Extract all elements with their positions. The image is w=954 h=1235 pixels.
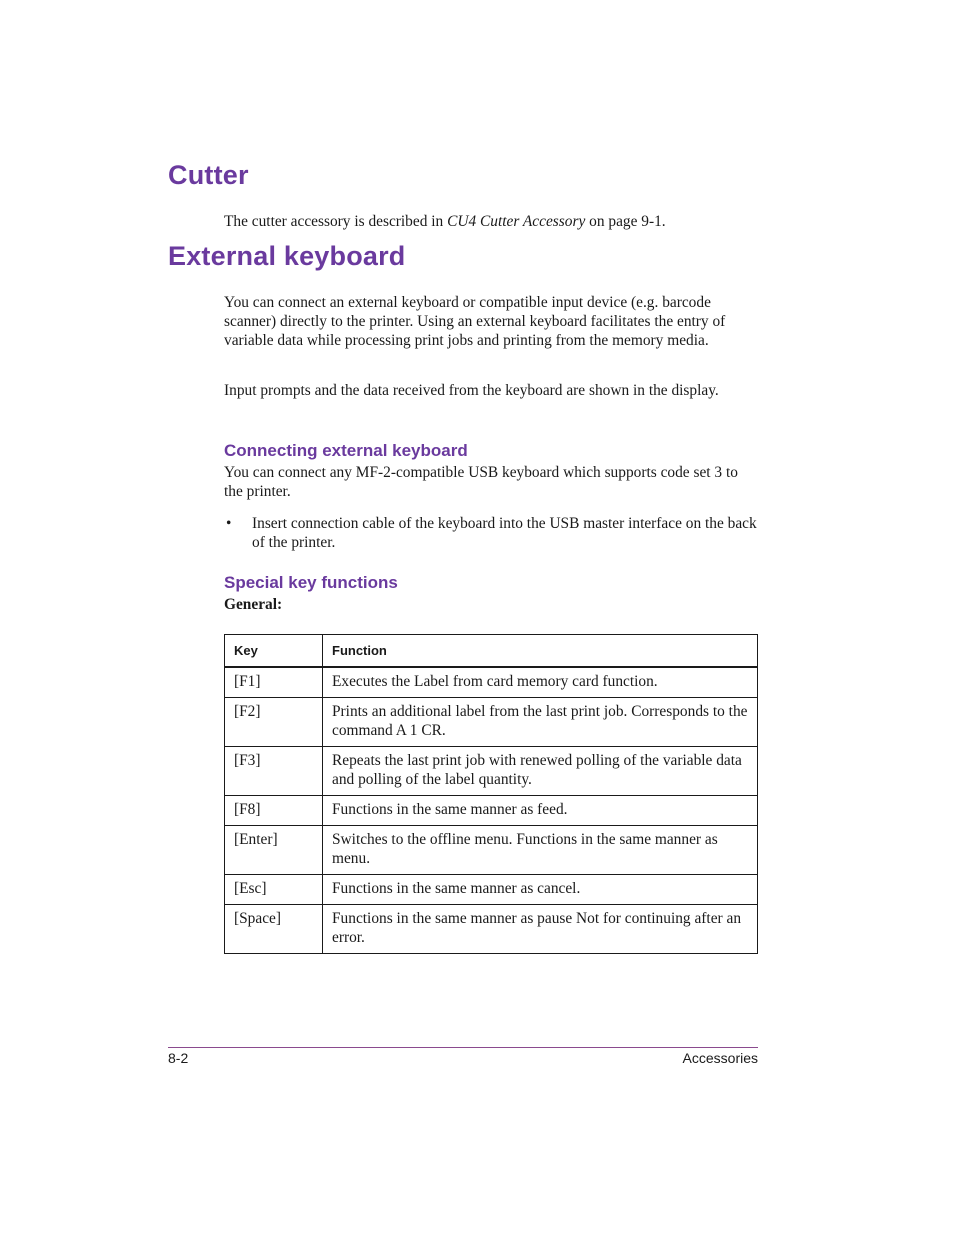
- key-cell: [Space]: [225, 905, 323, 954]
- special-keys-table: [224, 634, 758, 954]
- header-key: Key: [225, 635, 323, 668]
- connecting-paragraph: You can connect any MF-2-compatible USB keyboard which supports code set 3 to the printer.: [224, 464, 738, 500]
- cutter-paragraph: [224, 212, 758, 231]
- function-cell: Switches to the offline menu. Functions in the same manner as menu.: [323, 826, 758, 875]
- heading-cutter: Cutter: [168, 160, 249, 190]
- bullet-text: Insert connection cable of the keyboard into the USB master interface on the back of the printer.: [252, 515, 757, 551]
- table-row: [225, 747, 758, 796]
- table-row: [225, 667, 758, 698]
- cutter-reference: CU4 Cutter Accessory: [447, 213, 586, 230]
- table-row: [225, 905, 758, 954]
- function-cell: Functions in the same manner as cancel.: [323, 875, 758, 905]
- cutter-text-after: on page 9-1.: [585, 213, 666, 230]
- footer-divider: [168, 1047, 758, 1048]
- function-cell: Functions in the same manner as pause Not for continuing after an error.: [323, 905, 758, 954]
- heading-connecting-keyboard: Connecting external keyboard: [224, 441, 468, 460]
- header-function: Function: [323, 635, 758, 668]
- keyboard-intro-paragraph: You can connect an external keyboard or compatible input device (e.g. barcode scanner) directly to the printer. Using an external keyboard facilitates the entry of variable data while processing print jobs and printing from the memory media.: [224, 294, 726, 349]
- chapter-title: Accessories: [682, 1050, 758, 1066]
- function-cell: Prints an additional label from the last print job. Corresponds to the command A 1 CR.: [323, 698, 758, 747]
- key-cell: [F3]: [225, 747, 323, 796]
- key-cell: [Esc]: [225, 875, 323, 905]
- general-label: General:: [224, 596, 283, 613]
- page-number: 8-2: [168, 1050, 189, 1066]
- heading-external-keyboard: External keyboard: [168, 241, 406, 271]
- key-cell: [F1]: [225, 667, 323, 698]
- table-row: [225, 875, 758, 905]
- table-row: [225, 698, 758, 747]
- key-cell: [Enter]: [225, 826, 323, 875]
- table-row: [225, 826, 758, 875]
- function-cell: Repeats the last print job with renewed polling of the variable data and polling of the label quantity.: [323, 747, 758, 796]
- keyboard-display-paragraph: Input prompts and the data received from the keyboard are shown in the display.: [224, 382, 719, 399]
- cutter-text-before: The cutter accessory is described in: [224, 213, 448, 230]
- key-cell: [F2]: [225, 698, 323, 747]
- table-row: [225, 796, 758, 826]
- function-cell: Functions in the same manner as feed.: [323, 796, 758, 826]
- key-cell: [F8]: [225, 796, 323, 826]
- function-cell: Executes the Label from card memory card function.: [323, 667, 758, 698]
- table-header-row: [225, 635, 758, 668]
- heading-special-key-functions: Special key functions: [224, 573, 398, 592]
- bullet-symbol: •: [226, 515, 232, 532]
